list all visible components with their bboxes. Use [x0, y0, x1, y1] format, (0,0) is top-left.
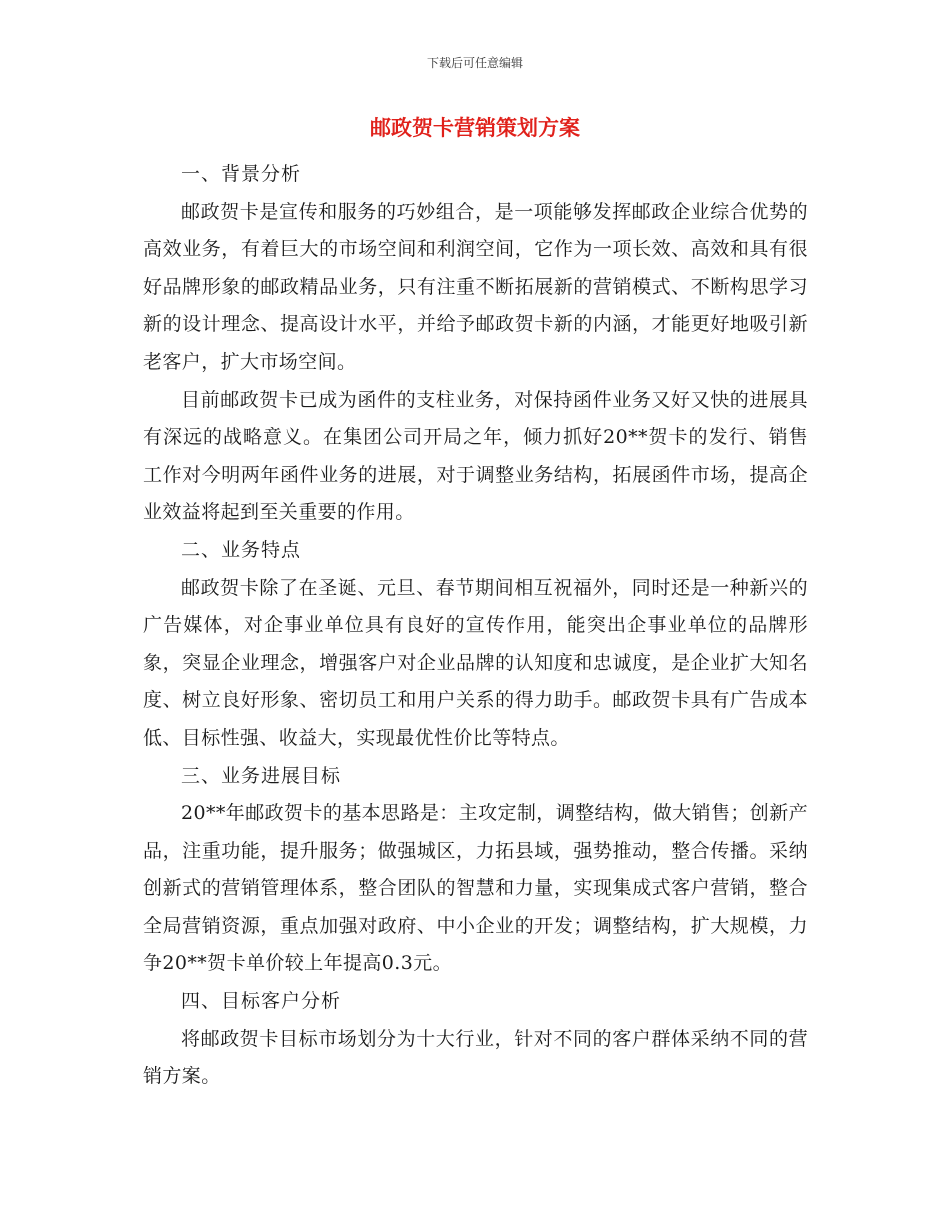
- paragraph-goals-1: 20**年邮政贺卡的基本思路是：主攻定制，调整结构，做大销售；创新产品，注重功能，提升服务；做强城区，力拓县域，强势推动，整合传播。采纳创新式的营销管理体系，整合团队的智慧和力量，实现集成式客户营销，整合全局营销资源，重点加强对政府、中小企业的开发；调整结构，扩大规模，力争20**贺卡单价较上年提高0.3元。: [143, 802, 808, 975]
- section-heading-goals: 三、业务进展目标: [181, 764, 342, 787]
- paragraph-background-1: 邮政贺卡是宣传和服务的巧妙组合，是一项能够发挥邮政企业综合优势的高效业务，有着巨大的市场空间和利润空间，它作为一项长效、高效和具有很好品牌形象的邮政精品业务，只有注重不断拓展新的营销模式、不断构思学习新的设计理念、提高设计水平，并给予邮政贺卡新的内涵，才能更好地吸引新老客户，扩大市场空间。: [143, 200, 808, 373]
- paragraph-customers-1: 将邮政贺卡目标市场划分为十大行业，针对不同的客户群体采纳不同的营销方案。: [143, 1027, 808, 1088]
- document-title: 邮政贺卡营销策划方案: [370, 115, 580, 140]
- section-heading-background: 一、背景分析: [181, 163, 302, 185]
- section-heading-features: 二、业务特点: [181, 538, 302, 561]
- document-body: [143, 156, 808, 1096]
- paragraph-features-1: 邮政贺卡除了在圣诞、元旦、春节期间相互祝福外，同时还是一种新兴的广告媒体，对企事业单位具有良好的宣传作用，能突出企事业单位的品牌形象，突显企业理念，增强客户对企业品牌的认知度和忠诚度，是企业扩大知名度、树立良好形象、密切员工和用户关系的得力助手。邮政贺卡具有广告成本低、目标性强、收益大，实现最优性价比等特点。: [143, 576, 808, 749]
- paragraph-background-2: 目前邮政贺卡已成为函件的支柱业务，对保持函件业务又好又快的进展具有深远的战略意义。在集团公司开局之年，倾力抓好20**贺卡的发行、销售工作对今明两年函件业务的进展，对于调整业务结构，拓展函件市场，提高企业效益将起到至关重要的作用。: [143, 388, 808, 524]
- header-note: 下载后可任意编辑: [426, 56, 523, 70]
- section-heading-customers: 四、目标客户分析: [181, 990, 342, 1013]
